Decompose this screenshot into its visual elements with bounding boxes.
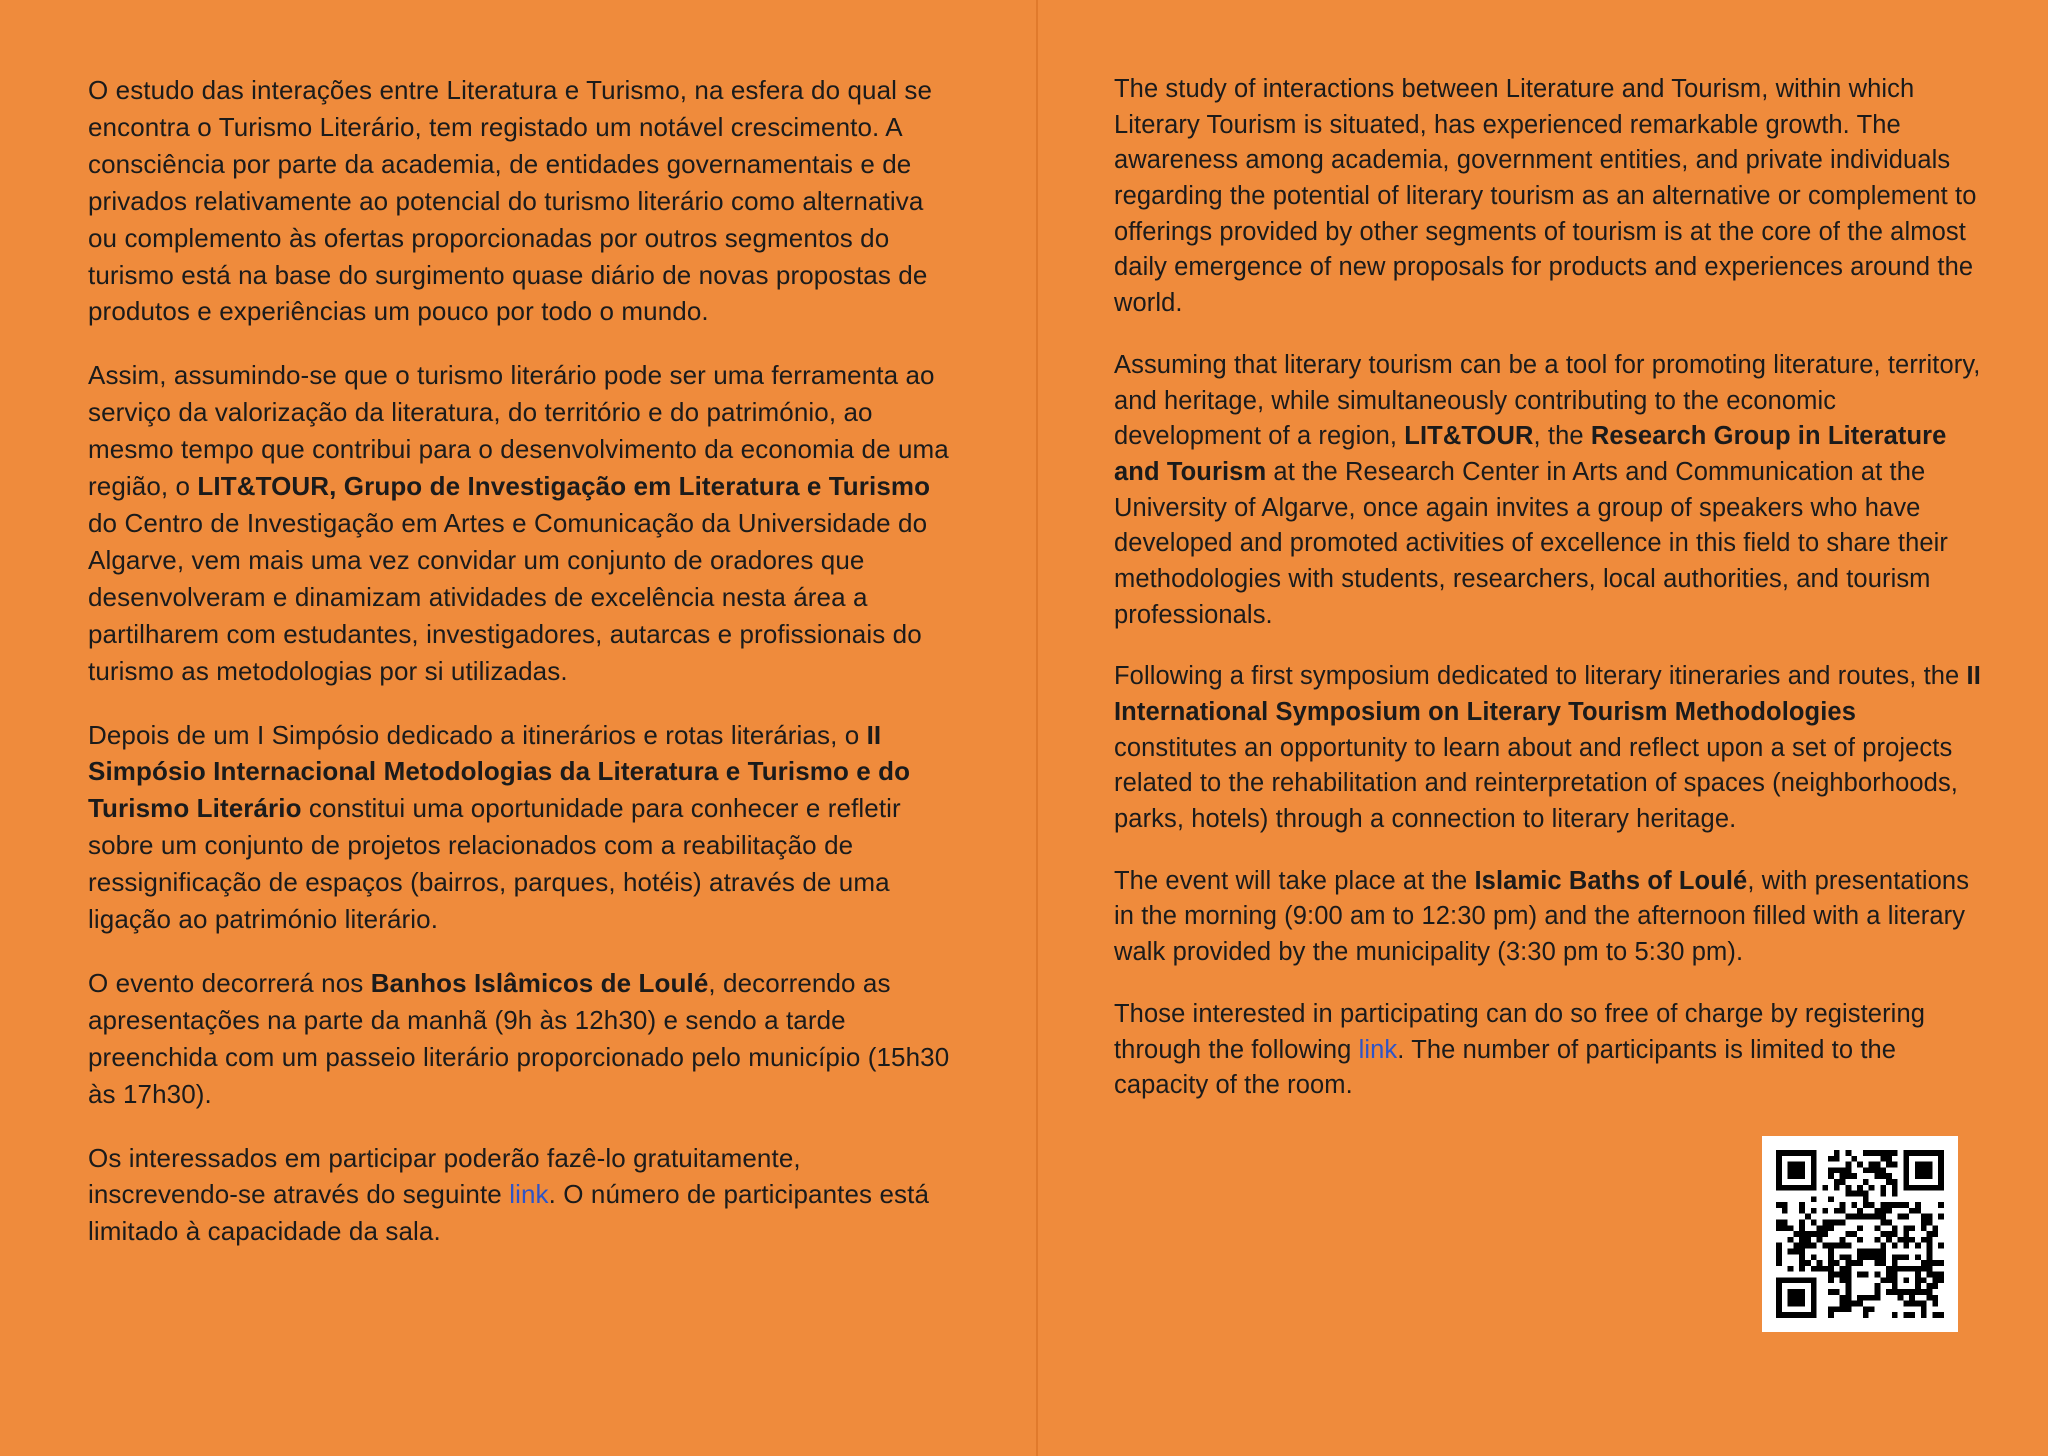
- en-emphasis: II International Symposium on Literary Tourism Methodologies: [1114, 662, 1981, 726]
- pt-text-run: O estudo das interações entre Literatura e Turismo, na esfera do qual se encontra o Turismo Literário, tem registado um notável crescimento. A consciência por parte da academia, de entidades governamentais e de privados relativamente ao potencial do turismo literário como alternativa ou complemento às ofertas proporcionadas por outros segmentos do turismo está na base do surgimento quase diário de novas propostas de produtos e experiências um pouco por todo o mundo.: [88, 75, 933, 327]
- pt-paragraph: [88, 717, 958, 938]
- pt-emphasis: Banhos Islâmicos de Loulé: [370, 967, 709, 998]
- en-text-run: . The number of participants is limited to the capacity of the room.: [1114, 1035, 1897, 1100]
- en-registration-link[interactable]: link: [1358, 1035, 1398, 1064]
- pt-text-run: Os interessados em participar poderão fazê-lo gratuitamente, inscrevendo-se através do seguinte: [88, 1142, 801, 1210]
- en-emphasis: Islamic Baths of Loulé: [1474, 866, 1748, 895]
- en-text-run: The study of interactions between Literature and Tourism, within which Literary Tourism is situated, has experienced remarkable growth. The awareness among academia, government entities, and private individuals regarding the potential of literary tourism as an alternative or complement to offerings provided by other segments of tourism is at the core of the almost daily emergence of new proposals for products and experiences around the world.: [1114, 75, 1977, 318]
- en-text-run: Following a first symposium dedicated to literary itineraries and routes, the: [1114, 662, 1967, 691]
- pt-paragraph: [88, 357, 958, 689]
- qr-code[interactable]: [1762, 1136, 1958, 1332]
- en-emphasis: LIT&TOUR: [1404, 422, 1534, 451]
- en-text-run: The event will take place at the: [1114, 866, 1475, 895]
- pt-text-run: , decorrendo as apresentações na parte da manhã (9h às 12h30) e sendo a tarde preenchida com um passeio literário proporcionado pelo município (15h30 às 17h30).: [88, 967, 950, 1109]
- en-paragraph: [1114, 72, 1984, 322]
- en-text-run: , with presentations in the morning (9:00 am to 12:30 pm) and the afternoon filled with a literary walk provided by the municipality (3:30 pm to 5:30 pm).: [1114, 866, 1970, 967]
- pt-text-run: constitui uma oportunidade para conhecer e refletir sobre um conjunto de projetos relacionados com a reabilitação de ressignificação de espaços (bairros, parques, hotéis) através de uma ligação ao património literário.: [88, 793, 901, 935]
- en-paragraph: [1114, 997, 1984, 1104]
- pt-paragraph: [88, 72, 958, 330]
- pt-text-run: do Centro de Investigação em Artes e Comunicação da Universidade do Algarve, vem mais uma vez convidar um conjunto de oradores que desenvolveram e dinamizam atividades de excelência nesta área a partilharem com estudantes, investigadores, autarcas e profissionais do turismo as metodologias por si utilizadas.: [88, 507, 928, 686]
- pt-registration-link[interactable]: link: [509, 1179, 549, 1210]
- qr-code-image: [1776, 1150, 1944, 1318]
- pt-emphasis: LIT&TOUR, Grupo de Investigação em Literatura e Turismo: [197, 471, 931, 502]
- en-emphasis: Research Group in Literature and Tourism: [1114, 422, 1947, 486]
- en-text-run: , the: [1533, 422, 1591, 451]
- pt-paragraph: [88, 965, 958, 1113]
- en-text-run: constitutes an opportunity to learn about and reflect upon a set of projects related to the rehabilitation and reinterpretation of spaces (neighborhoods, parks, hotels) through a connection to literary heritage.: [1114, 733, 1958, 834]
- pt-text-run: . O número de participantes está limitado à capacidade da sala.: [88, 1179, 930, 1247]
- column-divider: [1036, 0, 1038, 1456]
- pt-text-run: O evento decorrerá nos: [88, 967, 371, 998]
- en-paragraph: [1114, 348, 1984, 634]
- pt-text-run: Assim, assumindo-se que o turismo literário pode ser uma ferramenta ao serviço da valorização da literatura, do território e do património, ao mesmo tempo que contribui para o desenvolvimento da economia de uma região, o: [88, 360, 949, 502]
- en-paragraph: [1114, 864, 1984, 971]
- pt-paragraph: [88, 1140, 958, 1251]
- pt-emphasis: II Simpósio Internacional Metodologias da Literatura e Turismo e do Turismo Literário: [88, 719, 911, 824]
- en-text-run: at the Research Center in Arts and Communication at the University of Algarve, once again invites a group of speakers who have developed and promoted activities of excellence in this field to share their methodologies with students, researchers, local authorities, and tourism professionals.: [1114, 457, 1948, 629]
- english-text-column: [1114, 72, 1984, 1130]
- en-text-run: Those interested in participating can do so free of charge by registering through the following: [1114, 999, 1926, 1064]
- en-text-run: Assuming that literary tourism can be a tool for promoting literature, territory, and heritage, while simultaneously contributing to the economic development of a region,: [1114, 350, 1981, 451]
- pt-text-run: Depois de um I Simpósio dedicado a itinerários e rotas literárias, o: [88, 719, 867, 750]
- en-paragraph: [1114, 659, 1984, 837]
- portuguese-text-column: [88, 72, 958, 1277]
